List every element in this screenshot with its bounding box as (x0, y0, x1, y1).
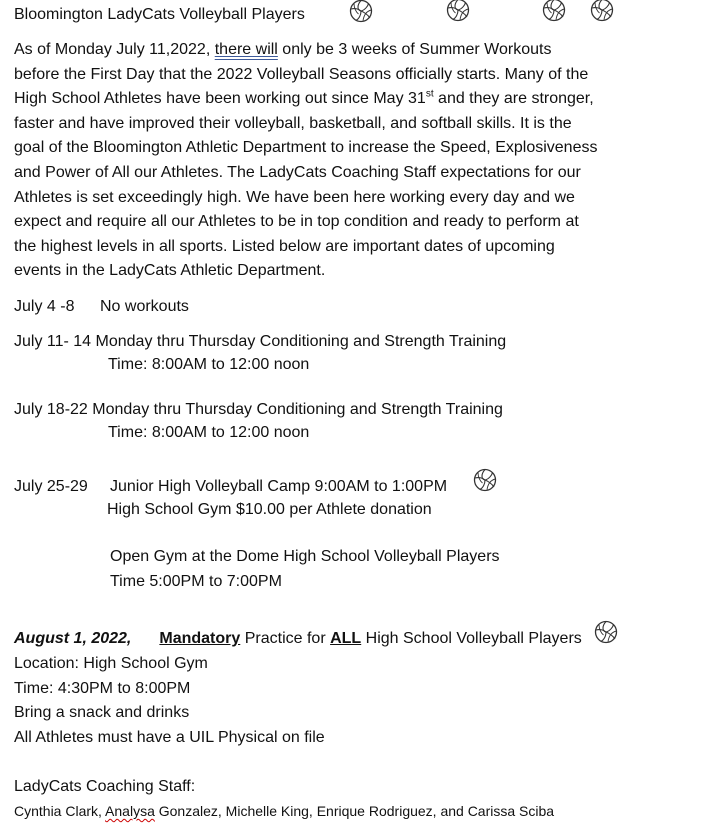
intro-line: events in the LadyCats Athletic Department. (14, 262, 326, 280)
schedule-date: July 4 -8 (14, 298, 75, 315)
all-label: ALL (330, 630, 362, 647)
schedule-text: Junior High Volleyball Camp 9:00AM to 1:00PM (110, 478, 448, 495)
intro-paragraph (14, 38, 654, 284)
page-title: Bloomington LadyCats Volleyball Players (14, 6, 305, 23)
staff-heading: LadyCats Coaching Staff: (14, 778, 196, 795)
grammar-flagged-text[interactable]: there will (214, 41, 278, 58)
volleyball-icon (446, 0, 470, 22)
schedule-text: Open Gym at the Dome High School Volleyball Players (110, 548, 500, 565)
august-snack: Bring a snack and drinks (14, 704, 190, 721)
schedule-line: July 11- 14 Monday thru Thursday Conditioning and Strength Training (14, 333, 507, 350)
mandatory-label: Mandatory (159, 630, 241, 647)
august-location: Location: High School Gym (14, 655, 208, 672)
august-physical: All Athletes must have a UIL Physical on file (14, 729, 325, 746)
intro-line: faster and have improved their volleyball, basketball, and softball skills. It is the (14, 114, 572, 132)
volleyball-icon (594, 620, 618, 644)
spelling-flagged-text[interactable]: Analysa (105, 803, 155, 819)
staff-names: Cynthia Clark, Analysa Gonzalez, Michelle King, Enrique Rodriguez, and Carissa Sciba (14, 803, 555, 819)
volleyball-icon (349, 0, 373, 23)
intro-line: before the First Day that the 2022 Volleyball Seasons officially starts. Many of the (14, 65, 589, 83)
august-date: August 1, 2022, (14, 630, 132, 647)
schedule-text: High School Gym $10.00 per Athlete donation (107, 501, 432, 518)
volleyball-icon (590, 0, 614, 22)
volleyball-icon (473, 468, 497, 492)
schedule-line: July 18-22 Monday thru Thursday Conditioning and Strength Training (14, 401, 503, 418)
schedule-time: Time: 8:00AM to 12:00 noon (108, 356, 310, 373)
intro-line: and Power of All our Athletes. The LadyCats Coaching Staff expectations for our (14, 163, 581, 181)
intro-line: High School Athletes have been working out since May 31st and they are stronger, (14, 88, 594, 108)
schedule-date: July 25-29 (14, 478, 88, 495)
schedule-text: No workouts (100, 298, 189, 315)
schedule-time: Time 5:00PM to 7:00PM (110, 573, 282, 590)
august-time: Time: 4:30PM to 8:00PM (14, 680, 191, 697)
schedule-time: Time: 8:00AM to 12:00 noon (108, 424, 310, 441)
intro-line: Athletes is set exceedingly high. We have been here working every day and we (14, 188, 575, 206)
intro-line: As of Monday July 11,2022, there will only be 3 weeks of Summer Workouts (14, 41, 552, 58)
volleyball-icon (542, 0, 566, 22)
intro-line: goal of the Bloomington Athletic Department to increase the Speed, Explosiveness (14, 139, 598, 157)
intro-line: the highest levels in all sports. Listed below are important dates of upcoming (14, 237, 555, 255)
august-line: August 1, 2022, Mandatory Practice for ALL High School Volleyball Players (14, 630, 582, 647)
intro-line: expect and require all our Athletes to be in top condition and ready to perform at (14, 213, 579, 231)
